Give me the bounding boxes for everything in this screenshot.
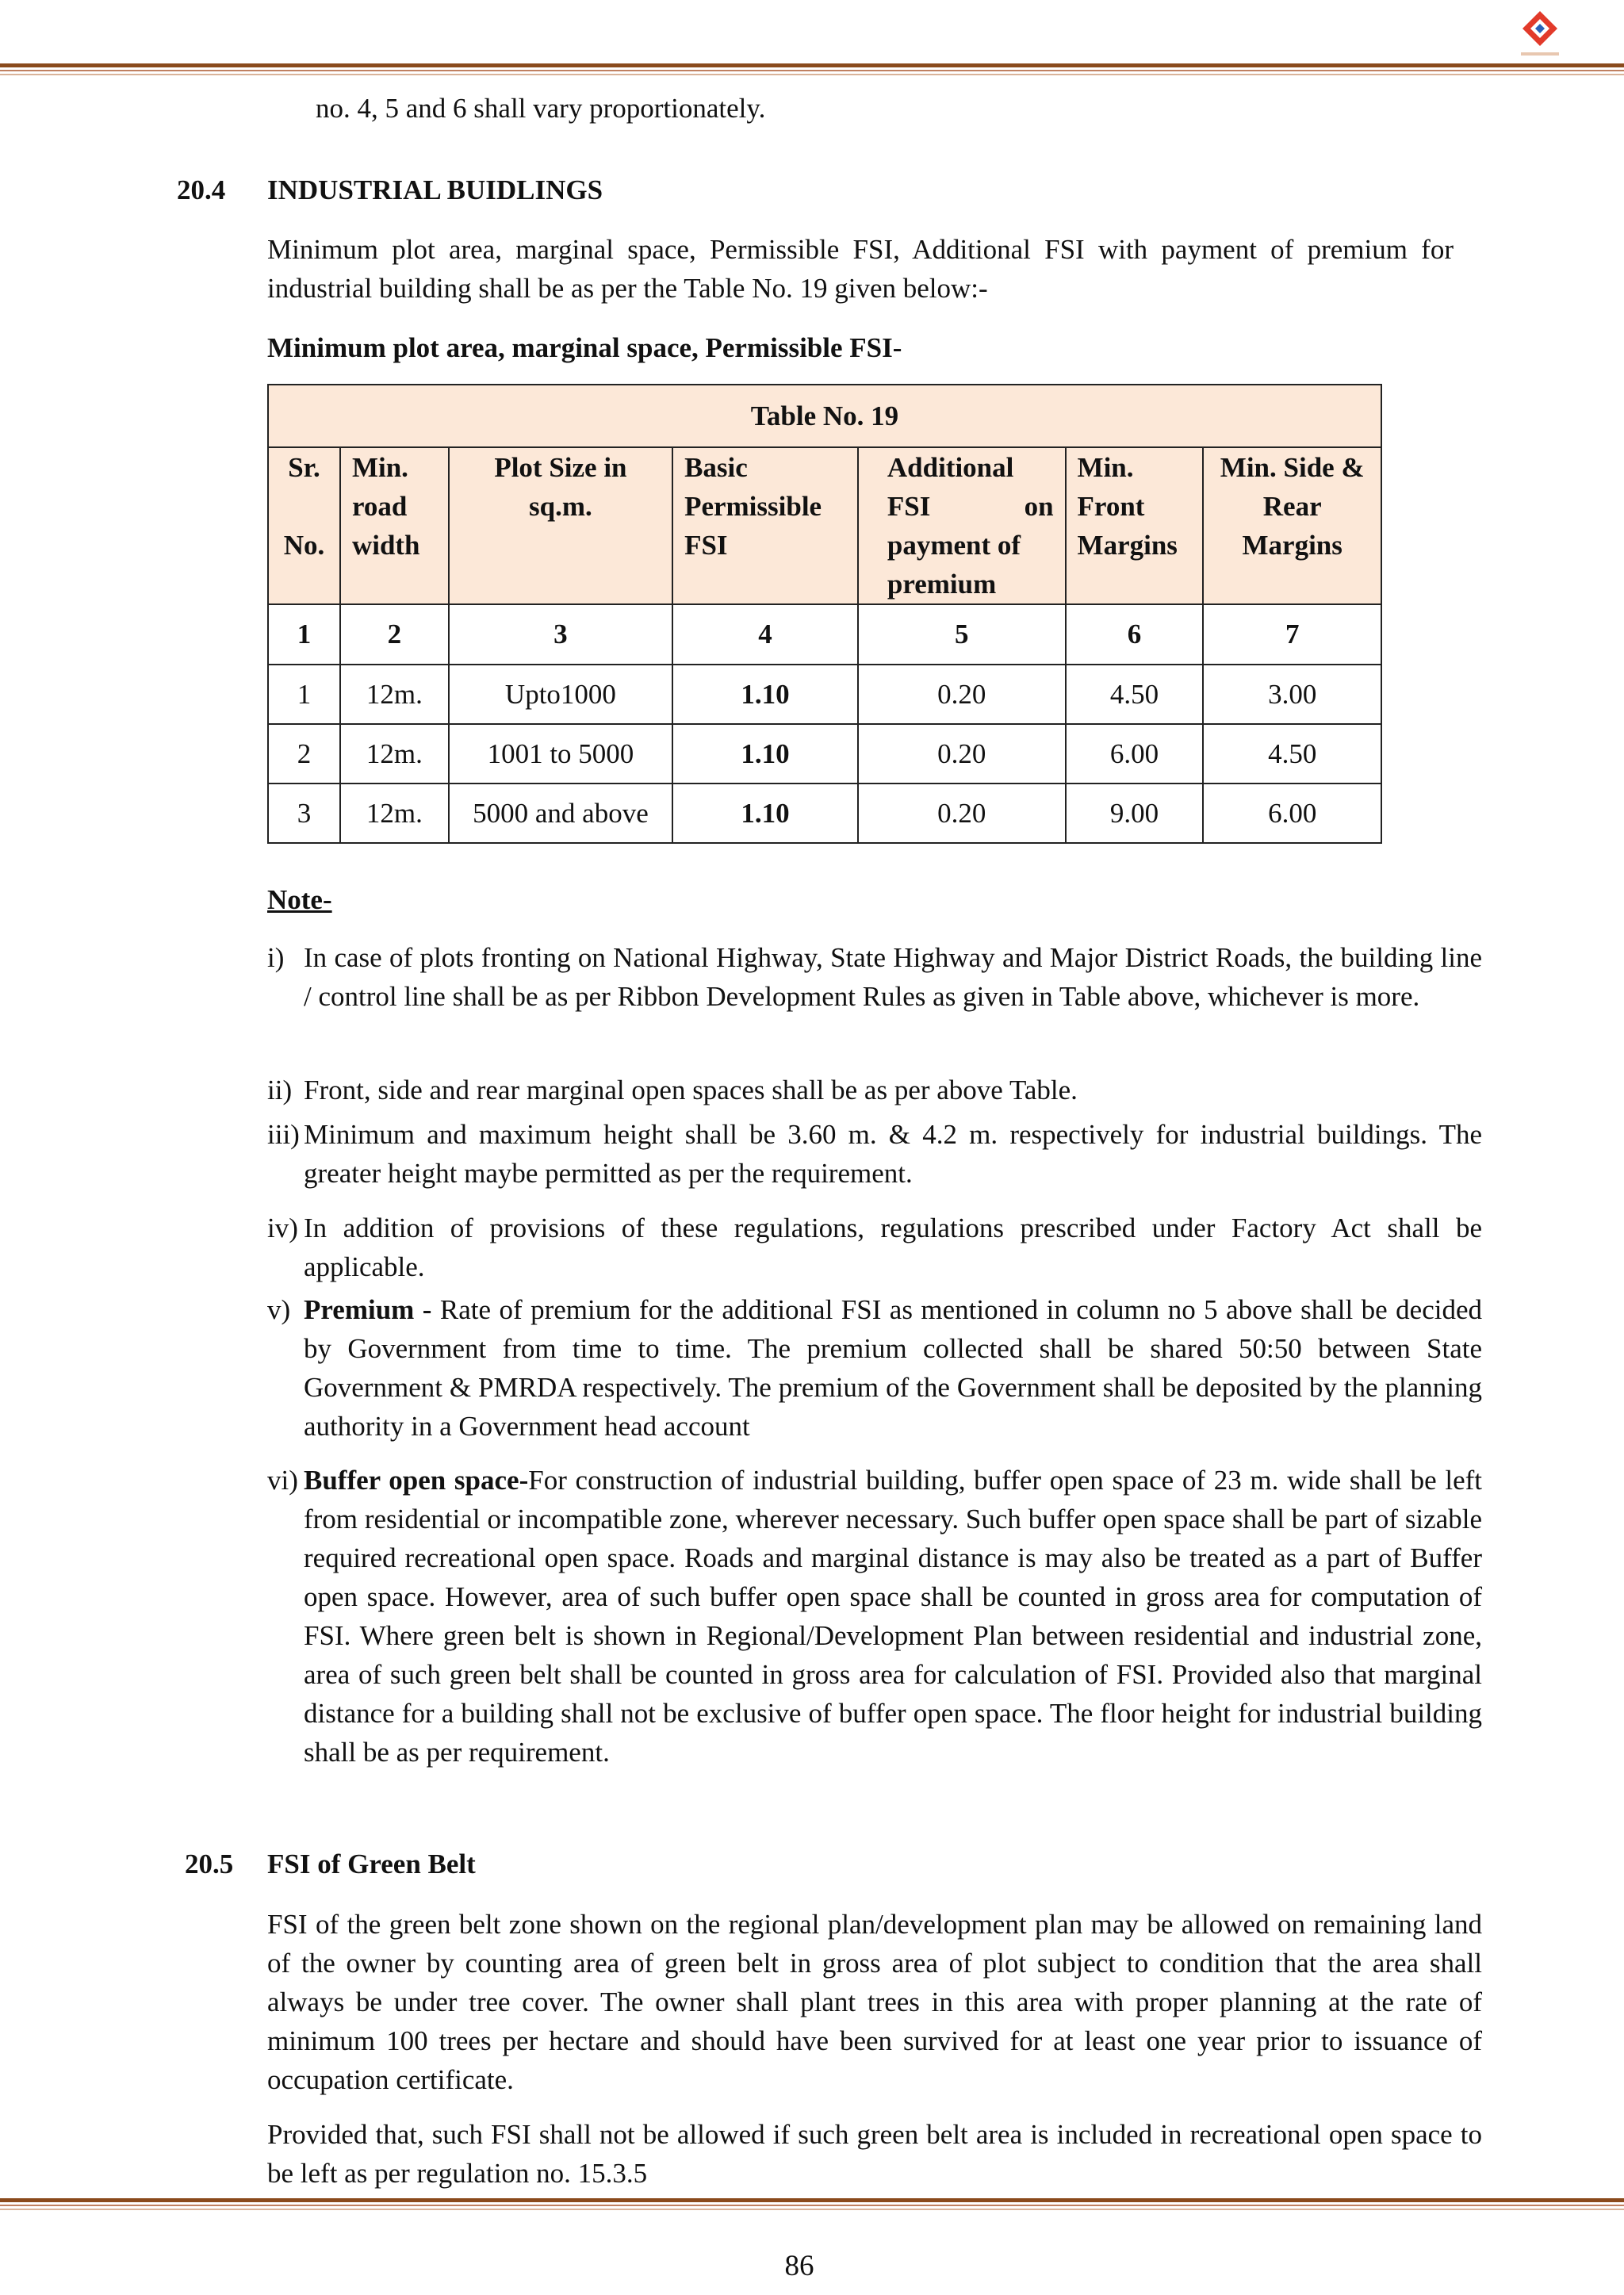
col-number: 1 <box>268 604 340 665</box>
table-row <box>268 665 1381 724</box>
cell-side-rear-margin: 3.00 <box>1203 665 1381 724</box>
table-row <box>268 724 1381 784</box>
carryover-text: no. 4, 5 and 6 shall vary proportionately. <box>316 93 766 124</box>
fsi-table <box>267 384 1382 844</box>
page-number: 86 <box>784 2250 814 2282</box>
note-label: iv) <box>267 1213 298 1243</box>
cell-sr-no: 1 <box>268 665 340 724</box>
header-min-road-width: Min. road width <box>340 447 449 604</box>
note-bold-lead: Premium - <box>304 1294 432 1325</box>
cell-additional-fsi: 0.20 <box>858 724 1066 784</box>
col-number: 6 <box>1066 604 1204 665</box>
note-bold-lead: Buffer open space- <box>304 1465 529 1496</box>
cell-side-rear-margin: 6.00 <box>1203 784 1381 843</box>
header-side-rear-margins: Min. Side & Rear Margins <box>1203 447 1381 604</box>
section-paragraph: Provided that, such FSI shall not be allowed if such green belt area is included in recreational open space to be left as per regulation no. 15.3.5 <box>267 2119 1482 2189</box>
note-text <box>304 1461 1482 1772</box>
header-plot-size: Plot Size in sq.m. <box>449 447 672 604</box>
header-additional-fsi: Additional FSI on payment of premium <box>858 447 1066 604</box>
cell-road-width: 12m. <box>340 724 449 784</box>
header-sr-no: Sr. No. <box>268 447 340 604</box>
header-basic-fsi: Basic Permissible FSI <box>672 447 858 604</box>
footer-rule <box>0 2198 1624 2210</box>
cell-front-margin: 6.00 <box>1066 724 1204 784</box>
note-label: iii) <box>267 1119 300 1150</box>
cell-sr-no: 3 <box>268 784 340 843</box>
header-front-margins: Min. Front Margins <box>1066 447 1204 604</box>
header-rule <box>0 63 1624 75</box>
note-text: In case of plots fronting on National Highway, State Highway and Major District Roads, the building line / control line shall be as per Ribbon Development Rules as given in Table above, whichever is more. <box>304 942 1482 1012</box>
col-number: 3 <box>449 604 672 665</box>
section-number: 20.5 <box>185 1849 234 1879</box>
cell-plot-size: 1001 to 5000 <box>449 724 672 784</box>
table-caption: Table No. 19 <box>268 385 1381 447</box>
cell-basic-fsi: 1.10 <box>672 784 858 843</box>
cell-basic-fsi: 1.10 <box>672 665 858 724</box>
cell-basic-fsi: 1.10 <box>672 724 858 784</box>
cell-plot-size: Upto1000 <box>449 665 672 724</box>
section-intro: Minimum plot area, marginal space, Permissible FSI, Additional FSI with payment of premium for industrial building shall be as per the Table No. 19 given below:- <box>267 234 1454 304</box>
note-text <box>304 1290 1482 1446</box>
col-number: 7 <box>1203 604 1381 665</box>
note-label: i) <box>267 942 285 973</box>
note-title: Note- <box>267 884 332 915</box>
cell-side-rear-margin: 4.50 <box>1203 724 1381 784</box>
table-row <box>268 784 1381 843</box>
cell-front-margin: 4.50 <box>1066 665 1204 724</box>
cell-road-width: 12m. <box>340 784 449 843</box>
col-number: 2 <box>340 604 449 665</box>
pmrda-logo-icon <box>1516 8 1564 63</box>
section-paragraph: FSI of the green belt zone shown on the regional plan/development plan may be allowed on remaining land of the owner by counting area of green belt in gross area of plot subject to condition that the area shall always be under tree cover. The owner shall plant trees in this area with proper planning at the rate of minimum 100 trees per hectare and should have been survived for at least one year prior to issuance of occupation certificate. <box>267 1909 1482 2095</box>
cell-plot-size: 5000 and above <box>449 784 672 843</box>
note-text: In addition of provisions of these regulations, regulations prescribed under Factory Act shall be applicable. <box>304 1213 1482 1282</box>
note-label: ii) <box>267 1075 293 1105</box>
section-number: 20.4 <box>177 174 226 205</box>
section-title: INDUSTRIAL BUIDLINGS <box>267 174 603 205</box>
cell-front-margin: 9.00 <box>1066 784 1204 843</box>
note-text: Minimum and maximum height shall be 3.60 m. & 4.2 m. respectively for industrial buildings. The greater height maybe permitted as per the requirement. <box>304 1119 1482 1189</box>
note-label: vi) <box>267 1465 298 1496</box>
cell-additional-fsi: 0.20 <box>858 665 1066 724</box>
note-text: Front, side and rear marginal open spaces shall be as per above Table. <box>304 1075 1078 1105</box>
section-title: FSI of Green Belt <box>267 1849 476 1879</box>
note-body: Rate of premium for the additional FSI as mentioned in column no 5 above shall be decided by Government from time to time. The premium collected shall be shared 50:50 between State Government & PMRDA respectively. The premium of the Government shall be deposited by the planning authority in a Government head account <box>304 1294 1482 1442</box>
cell-road-width: 12m. <box>340 665 449 724</box>
col-number: 5 <box>858 604 1066 665</box>
cell-additional-fsi: 0.20 <box>858 784 1066 843</box>
table-subheading: Minimum plot area, marginal space, Permissible FSI- <box>267 332 902 363</box>
note-label: v) <box>267 1294 291 1325</box>
note-body: For construction of industrial building, buffer open space of 23 m. wide shall be left from residential or incompatible zone, wherever necessary. Such buffer open space shall be part of sizable required recreational open space. Roads and marginal distance is may also be treated as a part of Buffer open space. However, area of such buffer open space shall be counted in gross area for computation of FSI. Where green belt is shown in Regional/Development Plan between residential and industrial zone, area of such green belt shall be counted in gross area for calculation of FSI. Provided also that marginal distance for a building shall not be exclusive of buffer open space. The floor height for industrial building shall be as per requirement. <box>304 1465 1482 1768</box>
col-number: 4 <box>672 604 858 665</box>
cell-sr-no: 2 <box>268 724 340 784</box>
